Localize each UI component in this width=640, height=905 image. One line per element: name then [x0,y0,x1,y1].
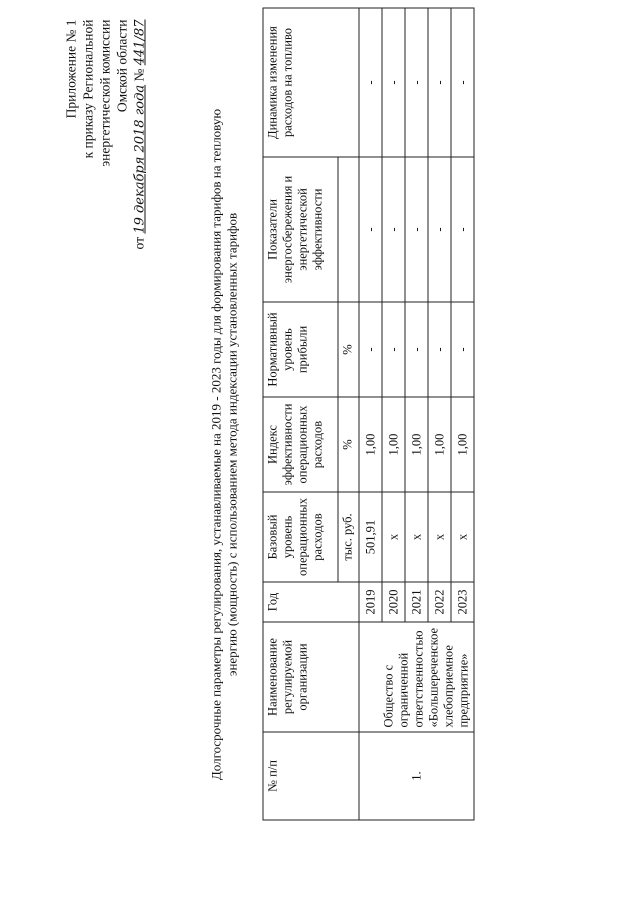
unit-base-level: тыс. руб. [338,492,359,582]
header-organization: Наименование регулируемой организации [263,622,359,732]
organization-name: Общество с ограниченной ответственностью «Большереченское хлебоприемное предприятие» [359,622,474,732]
header-efficiency-index: Индекс эффективности операционных расходов [263,397,338,492]
header-fuel-dynamics: Динамика изменения расходов на топливо [263,8,359,157]
unit-energy-saving [338,157,359,302]
cell-fuel-dynamics: - [428,8,451,157]
approval-line-commission: энергетической комиссии [97,19,113,167]
cell-year: 2020 [382,582,405,622]
cell-energy-saving: - [428,157,451,302]
cell-efficiency-index: 1,00 [428,397,451,492]
cell-efficiency-index: 1,00 [405,397,428,492]
table-header-row [263,8,338,820]
cell-profit-level: - [359,302,382,397]
approval-number-sign: № [131,68,147,82]
document-title [209,25,241,865]
cell-fuel-dynamics: - [451,8,474,157]
cell-base-level: х [382,492,405,582]
approval-number-handwritten: 441/87 [132,19,148,66]
approval-date-handwritten: 19 декабря 2018 года [132,84,148,234]
cell-profit-level: - [451,302,474,397]
unit-efficiency-index: % [338,397,359,492]
cell-fuel-dynamics: - [382,8,405,157]
cell-year: 2021 [405,582,428,622]
approval-line-region: Омской области [114,19,130,113]
cell-profit-level: - [428,302,451,397]
cell-energy-saving: - [451,157,474,302]
cell-base-level: 501,91 [359,492,382,582]
header-energy-saving: Показатели энергосбережения и энергетической эффективности [263,157,338,302]
cell-profit-level: - [405,302,428,397]
approval-line-date [131,20,149,260]
row-number: 1. [359,732,474,820]
approval-line-order: к приказу Региональной [80,19,96,159]
document-title-line-1: Долгосрочные параметры регулирования, устанавливаемые на 2019 - 2023 годы для формирования тарифов на тепловую [208,108,224,781]
cell-fuel-dynamics: - [405,8,428,157]
cell-efficiency-index: 1,00 [359,397,382,492]
cell-fuel-dynamics: - [359,8,382,157]
approval-from-label: от [131,237,147,250]
document-title-line-2: энергию (мощность) с использованием метода индексации установленных тарифов [224,212,240,677]
cell-year: 2023 [451,582,474,622]
cell-energy-saving: - [359,157,382,302]
header-year: Год [263,582,359,622]
cell-year: 2019 [359,582,382,622]
header-profit-level: Нормативный уровень прибыли [263,302,338,397]
cell-energy-saving: - [382,157,405,302]
cell-efficiency-index: 1,00 [451,397,474,492]
cell-efficiency-index: 1,00 [382,397,405,492]
unit-profit-level: % [338,302,359,397]
table-row [359,8,382,820]
cell-base-level: х [451,492,474,582]
approval-line-appendix: Приложение № 1 [63,19,79,119]
header-number: № п/п [263,732,359,820]
cell-year: 2022 [428,582,451,622]
cell-energy-saving: - [405,157,428,302]
cell-base-level: х [428,492,451,582]
approval-block [63,20,149,260]
parameters-table [263,8,475,821]
cell-profit-level: - [382,302,405,397]
document-sheet [1,0,640,905]
cell-base-level: х [405,492,428,582]
header-base-level: Базовый уровень операционных расходов [263,492,338,582]
